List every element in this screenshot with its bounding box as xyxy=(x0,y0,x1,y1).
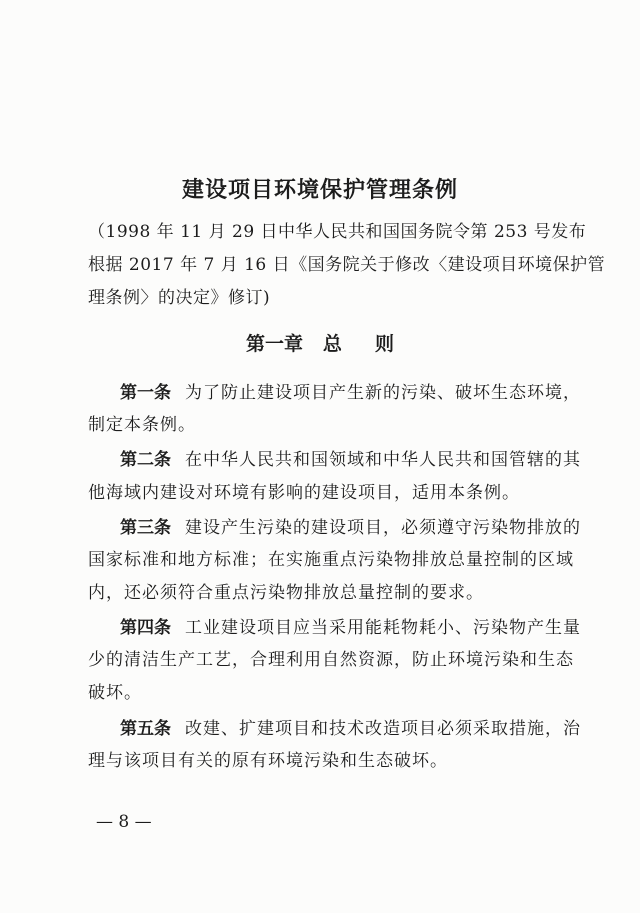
article-4-line-2: 少的清洁生产工艺，合理利用自然资源，防止环境污染和生态 xyxy=(88,650,574,670)
document-title: 建设项目环境保护管理条例 xyxy=(181,178,458,203)
article-2-first-line xyxy=(120,445,581,470)
source-note-line-1: （1998 年 11 月 29 日中华人民共和国国务院令第 253 号发布 xyxy=(88,222,587,242)
article-1-text: 为了防止建设项目产生新的污染、破坏生态环境， xyxy=(185,383,581,403)
article-2-line-2: 他海域内建设对环境有影响的建设项目，适用本条例。 xyxy=(88,483,520,503)
article-4-first-line xyxy=(120,613,581,638)
article-5-line-2: 理与该项目有关的原有环境污染和生态破坏。 xyxy=(88,751,448,771)
article-4-text: 工业建设项目应当采用能耗物耗小、污染物产生量 xyxy=(185,618,581,638)
article-3-line-3: 内，还必须符合重点污染物排放总量控制的要求。 xyxy=(88,583,484,603)
article-3-label: 第三条 xyxy=(120,518,171,538)
chapter-heading: 第一章 总 则 xyxy=(246,333,394,355)
article-1-label: 第一条 xyxy=(120,383,171,403)
article-3-first-line xyxy=(120,513,581,538)
article-5-label: 第五条 xyxy=(120,719,171,739)
source-note-line-2: 根据 2017 年 7 月 16 日《国务院关于修改〈建设项目环境保护管 xyxy=(88,255,606,275)
article-1-first-line xyxy=(120,378,581,403)
article-2-label: 第二条 xyxy=(120,450,171,470)
article-3-text: 建设产生污染的建设项目，必须遵守污染物排放的 xyxy=(185,518,581,538)
article-1-line-2: 制定本条例。 xyxy=(88,415,196,435)
source-note-line-3: 理条例〉的决定》修订) xyxy=(88,288,271,308)
article-4-line-3: 破坏。 xyxy=(88,683,142,703)
article-5-text: 改建、扩建项目和技术改造项目必须采取措施，治 xyxy=(185,719,581,739)
article-2-text: 在中华人民共和国领域和中华人民共和国管辖的其 xyxy=(185,450,581,470)
article-5-first-line xyxy=(120,714,581,739)
article-4-label: 第四条 xyxy=(120,618,171,638)
article-3-line-2: 国家标准和地方标准；在实施重点污染物排放总量控制的区域 xyxy=(88,550,574,570)
page-number: — 8 — xyxy=(96,812,152,832)
